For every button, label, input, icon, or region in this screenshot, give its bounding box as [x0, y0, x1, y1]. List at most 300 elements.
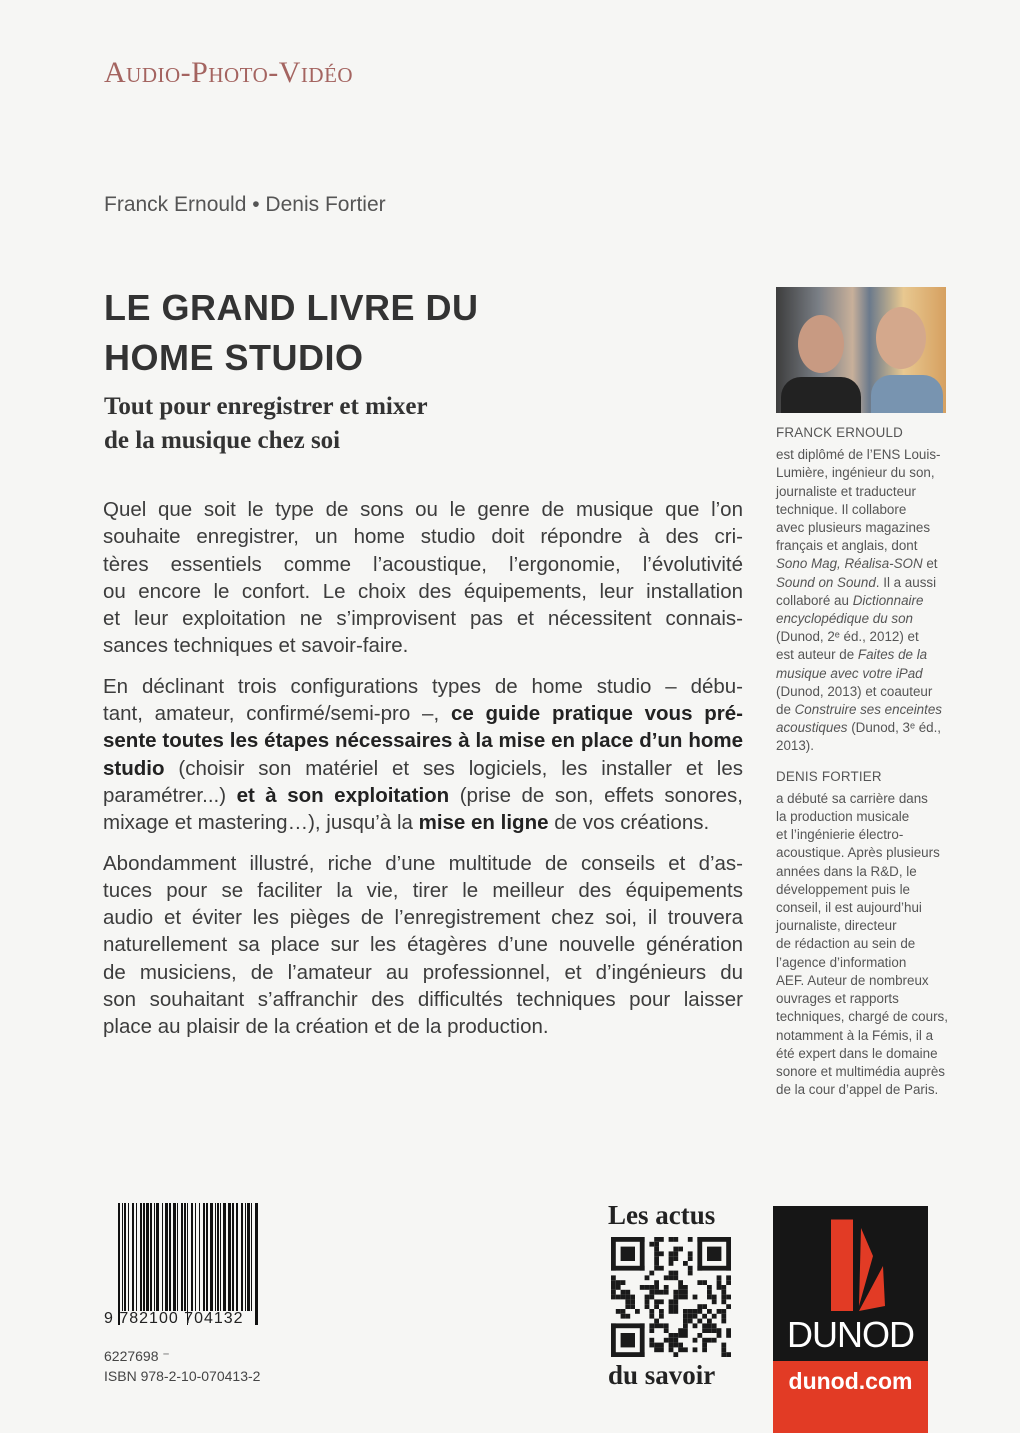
barcode-bar: [165, 1203, 168, 1311]
qr-module: [616, 1295, 621, 1300]
qr-module: [726, 1295, 731, 1300]
qr-module: [702, 1347, 707, 1352]
qr-module: [621, 1333, 635, 1347]
qr-module: [673, 1352, 678, 1357]
qr-module: [669, 1237, 674, 1242]
authors-photo: [776, 287, 946, 413]
qr-module: [721, 1290, 726, 1295]
qr-module: [625, 1295, 630, 1300]
qr-module: [621, 1314, 626, 1319]
qr-module: [616, 1285, 621, 1290]
barcode-bar: [236, 1203, 238, 1311]
qr-module: [707, 1328, 712, 1333]
text-line: [776, 899, 966, 917]
barcode-bar: [162, 1203, 163, 1311]
text: ou encore le confort. Le choix des équipements, leur installation: [103, 579, 743, 603]
author-name: FRANCK ERNOULD: [776, 425, 904, 440]
qr-module: [683, 1323, 688, 1328]
barcode-bar: [140, 1203, 142, 1311]
qr-module: [654, 1290, 659, 1295]
text-line: [776, 1045, 966, 1063]
barcode-bar: [124, 1203, 126, 1311]
qr-module: [707, 1323, 712, 1328]
qr-module: [659, 1347, 664, 1352]
qr-module: [659, 1266, 664, 1271]
barcode-bar: [181, 1203, 183, 1311]
qr-module: [649, 1343, 654, 1348]
text-line: [776, 1081, 966, 1099]
barcode-bar: [150, 1203, 152, 1311]
qr-module: [669, 1261, 674, 1266]
text: et l’ingénierie électro-: [776, 827, 904, 843]
qr-module: [645, 1304, 650, 1309]
text: ouvrages et rapports: [776, 991, 899, 1007]
barcode-bar: [143, 1203, 145, 1311]
barcode-bar: [241, 1203, 243, 1311]
qr-module: [678, 1333, 683, 1338]
qr-module: [726, 1280, 731, 1285]
series-name: Audio-Photo-Vidéo: [104, 56, 354, 89]
qr-module: [693, 1295, 698, 1300]
barcode-bar: [132, 1203, 134, 1311]
qr-module: [659, 1290, 664, 1295]
barcode-bar: [146, 1203, 149, 1311]
barcode-bar: [210, 1203, 213, 1311]
text-line: [776, 1027, 966, 1045]
qr-module: [707, 1285, 712, 1290]
text: journaliste, directeur: [776, 918, 897, 934]
text: Quel que soit le type de sons ou le genre de musique que l’on: [103, 498, 743, 521]
text: la production musicale: [776, 809, 910, 825]
qr-module: [664, 1275, 669, 1280]
text: place au plaisir de la création et de la production.: [103, 1015, 549, 1039]
qr-module: [611, 1237, 616, 1271]
text: est diplômé de l’ENS Louis-: [776, 447, 941, 463]
text: naturellement sa place sur les étagères d’une nouvelle génération: [103, 933, 743, 957]
barcode-bar: [223, 1203, 226, 1311]
qr-module: [654, 1266, 659, 1271]
text: conseil, il est aujourd’hui: [776, 900, 922, 916]
qr-module: [669, 1275, 674, 1280]
qr-module: [673, 1343, 678, 1348]
text: tant, amateur, confirmé/semi-pro –,: [103, 702, 451, 726]
text-line: [776, 737, 966, 755]
qr-module: [678, 1247, 683, 1252]
qr-module: [683, 1295, 688, 1300]
qr-module: [625, 1290, 630, 1295]
italic-text: Sono Mag, Réalisa-SON: [776, 556, 923, 572]
text-line: [776, 881, 966, 899]
qr-module: [669, 1271, 674, 1276]
barcode-bar: [118, 1203, 120, 1325]
text-line: [776, 646, 966, 664]
italic-text: musique avec votre iPad: [776, 665, 923, 681]
qr-module: [640, 1237, 645, 1271]
text: mixage et mastering…), jusqu’à la: [103, 811, 419, 835]
qr-module: [688, 1309, 693, 1314]
barcode-bar: [255, 1203, 258, 1325]
text-line: [103, 551, 743, 578]
text-line: [103, 755, 743, 782]
barcode-bar: [177, 1203, 178, 1311]
qr-module: [683, 1333, 688, 1338]
qr-module: [683, 1261, 688, 1266]
qr-module: [683, 1347, 688, 1352]
qr-module: [712, 1323, 717, 1328]
qr-module: [625, 1304, 630, 1309]
text-line: [776, 464, 966, 482]
paragraph: [103, 496, 743, 660]
bold-text: studio: [103, 756, 165, 780]
italic-text: Faites de la: [857, 647, 928, 663]
qr-module: [707, 1247, 721, 1261]
qr-module: [721, 1343, 726, 1348]
text: journaliste et traducteur: [776, 483, 916, 499]
qr-module: [621, 1295, 626, 1300]
qr-module: [611, 1285, 616, 1290]
qr-module: [707, 1309, 712, 1314]
qr-module: [702, 1338, 707, 1343]
barcode-bar: [203, 1203, 205, 1311]
qr-module: [688, 1319, 693, 1324]
qr-module: [664, 1290, 669, 1295]
qr-module: [683, 1314, 688, 1319]
qr-module: [712, 1314, 717, 1319]
text-line: [776, 1008, 966, 1026]
qr-module: [678, 1280, 683, 1285]
qr-module: [654, 1323, 659, 1328]
qr-module: [697, 1237, 731, 1242]
publisher-url: dunod.com: [788, 1368, 913, 1394]
qr-module: [683, 1328, 688, 1333]
qr-module: [678, 1328, 683, 1333]
qr-module: [669, 1343, 674, 1348]
authors: Franck Ernould • Denis Fortier: [104, 193, 386, 216]
qr-module: [721, 1347, 726, 1352]
text: a débuté sa carrière dans: [776, 790, 928, 806]
qr-module: [702, 1314, 707, 1319]
qr-module: [707, 1338, 712, 1343]
qr-module: [630, 1304, 635, 1309]
qr-module: [683, 1285, 688, 1290]
text-line: [776, 972, 966, 990]
text-line: [103, 496, 743, 523]
qr-module: [654, 1261, 659, 1266]
text-line: [776, 665, 966, 683]
subtitle-line: Tout pour enregistrer et mixer: [104, 393, 428, 420]
text-line: [103, 877, 743, 904]
qr-module: [645, 1275, 650, 1280]
qr-module: [721, 1319, 726, 1324]
qr-module: [659, 1251, 664, 1256]
qr-module: [659, 1323, 664, 1328]
qr-module: [726, 1237, 731, 1271]
text: de: [776, 702, 795, 718]
qr-module: [659, 1309, 664, 1314]
qr-module: [702, 1304, 707, 1309]
book-subtitle: [104, 390, 428, 458]
text: et: [922, 556, 938, 572]
barcode-bar: [245, 1203, 246, 1311]
qr-module: [721, 1352, 726, 1357]
qr-module: [683, 1309, 688, 1314]
text-line: [103, 605, 743, 632]
text: En déclinant trois configurations types de home studio – débu-: [103, 674, 743, 698]
qr-module: [611, 1295, 616, 1300]
qr-module: [673, 1299, 678, 1304]
qr-module: [611, 1290, 616, 1295]
qr-module: [654, 1299, 659, 1304]
text: de rédaction au sein de: [776, 936, 916, 952]
qr-module: [659, 1314, 664, 1319]
text-line: [776, 683, 966, 701]
qr-module: [697, 1304, 702, 1309]
qr-module: [712, 1338, 717, 1343]
text-line: [103, 673, 743, 700]
text: Lumière, ingénieur du son,: [776, 465, 935, 481]
text: techniques, chargé de cours,: [776, 1009, 948, 1025]
barcode-bar: [136, 1203, 137, 1311]
qr-module: [673, 1275, 678, 1280]
qr-module: [673, 1247, 678, 1252]
text-line: [103, 782, 743, 809]
text-line: [776, 555, 966, 573]
qr-module: [654, 1343, 659, 1348]
text: notamment à la Fémis, il a: [776, 1027, 934, 1043]
text: de musiciens, de l’amateur au professionnel, et d’ingénieurs du: [103, 960, 743, 984]
barcode-bar: [199, 1203, 200, 1311]
qr-module: [717, 1285, 722, 1290]
text: sances techniques et savoir-faire.: [103, 634, 409, 658]
qr-module: [673, 1309, 678, 1314]
text-line: [103, 578, 743, 605]
qr-module: [654, 1247, 659, 1252]
qr-module: [726, 1328, 731, 1333]
qr-module: [664, 1328, 669, 1333]
qr-module: [625, 1314, 630, 1319]
qr-module: [669, 1299, 674, 1304]
qr-module: [707, 1319, 712, 1324]
qr-module: [621, 1309, 626, 1314]
qr-module: [688, 1266, 693, 1271]
qr-module: [625, 1299, 630, 1304]
qr-module: [654, 1237, 659, 1242]
qr-module: [635, 1309, 640, 1314]
ean-number: 9 782100 704132: [104, 1310, 244, 1327]
text: développement puis le: [776, 881, 910, 897]
qr-top-label: Les actus: [608, 1200, 716, 1230]
barcode: [118, 1203, 260, 1327]
qr-module: [630, 1299, 635, 1304]
text-line: [103, 1013, 743, 1040]
author-bio: [776, 424, 966, 756]
qr-module: [717, 1280, 722, 1285]
qr-module: [649, 1323, 654, 1328]
qr-module: [726, 1304, 731, 1309]
qr-module: [664, 1323, 669, 1328]
qr-module: [669, 1333, 674, 1338]
barcode-bar: [173, 1203, 176, 1311]
qr-module: [645, 1285, 650, 1290]
text-line: [103, 986, 743, 1013]
text-line: [776, 917, 966, 935]
qr-module: [721, 1285, 726, 1290]
qr-module: [664, 1285, 669, 1290]
qr-module: [659, 1299, 664, 1304]
qr-module: [673, 1290, 678, 1295]
dunod-book-icon: [773, 1206, 928, 1316]
text: de la cour d’appel de Paris.: [776, 1082, 939, 1098]
qr-module: [669, 1309, 674, 1314]
text: est auteur de: [776, 647, 858, 663]
title-line: HOME STUDIO: [104, 337, 364, 378]
text-line: [776, 990, 966, 1008]
text: français et anglais, dont: [776, 538, 918, 554]
qr-module: [697, 1333, 702, 1338]
bold-text: ce guide pratique vous pré-: [450, 702, 743, 726]
qr-module: [693, 1347, 698, 1352]
qr-module: [649, 1285, 654, 1290]
publisher-logo: [773, 1206, 928, 1433]
product-code: 6227698 ⁻: [104, 1348, 170, 1364]
text: été expert dans le domaine: [776, 1045, 938, 1061]
bold-text: mise en ligne: [418, 811, 549, 835]
text-line: [776, 719, 966, 737]
qr-module: [654, 1251, 659, 1256]
text: collaboré au: [776, 592, 853, 608]
qr-module: [693, 1309, 698, 1314]
text: AEF. Auteur de nombreux: [776, 972, 929, 988]
qr-module: [693, 1323, 698, 1328]
qr-module: [649, 1295, 654, 1300]
barcode-bar: [187, 1203, 188, 1325]
qr-module: [678, 1285, 683, 1290]
author-bio: [776, 768, 966, 1100]
qr-module: [630, 1295, 635, 1300]
text: audio et éviter les pièges de l’enregistrement chez soi, il trouvera: [103, 906, 743, 930]
qr-module: [664, 1338, 669, 1343]
text: sonore et multimédia auprès: [776, 1063, 945, 1079]
qr-module: [712, 1328, 717, 1333]
qr-bottom-label: du savoir: [608, 1360, 716, 1390]
text-line: [776, 592, 966, 610]
text: technique. Il collabore: [776, 501, 907, 517]
text-line: [776, 826, 966, 844]
text: années dans la R&D, le: [776, 863, 917, 879]
qr-module: [702, 1343, 707, 1348]
qr-module: [659, 1343, 664, 1348]
qr-module: [697, 1266, 731, 1271]
text-line: [776, 701, 966, 719]
barcode-bar: [169, 1203, 171, 1311]
text: tères essentiels comme l’acoustique, l’ergonomie, l’évolutivité: [103, 552, 743, 576]
text: . Il a aussi: [875, 574, 937, 590]
text-line: [103, 904, 743, 931]
qr-module: [649, 1338, 654, 1343]
qr-module: [621, 1280, 626, 1285]
text: (Dunod, 2ᵉ éd., 2012) et: [776, 629, 919, 645]
qr-module: [697, 1237, 702, 1271]
text: (Dunod, 3ᵉ éd.,: [847, 720, 942, 736]
qr-module: [654, 1242, 659, 1247]
qr-module: [678, 1343, 683, 1348]
qr-module: [717, 1328, 722, 1333]
text: tuces pour se faciliter la vie, tirer le meilleur des équipements: [103, 878, 743, 902]
qr-module: [654, 1319, 659, 1324]
qr-module: [611, 1280, 616, 1285]
qr-module: [683, 1290, 688, 1295]
qr-module: [673, 1338, 678, 1343]
text-line: [103, 850, 743, 877]
bold-text: sente toutes les étapes nécessaires à la mise en place d’un home: [103, 729, 743, 753]
barcode-bar: [195, 1203, 196, 1311]
barcode-bar: [220, 1203, 221, 1311]
text-line: [776, 1063, 966, 1081]
qr-module: [721, 1299, 726, 1304]
barcode-bar: [191, 1203, 193, 1311]
qr-module: [673, 1304, 678, 1309]
qr-module: [678, 1347, 683, 1352]
isbn: ISBN 978-2-10-070413-2: [104, 1368, 261, 1384]
qr-module: [688, 1256, 693, 1261]
text-line: [103, 809, 743, 836]
qr-module: [697, 1309, 702, 1314]
qr-module: [611, 1237, 645, 1242]
text: et leur exploitation ne s’improvisent pas et nécessitent connais-: [103, 607, 743, 631]
qr-code[interactable]: [611, 1237, 731, 1357]
paragraph: [103, 850, 743, 1041]
author-name: DENIS FORTIER: [776, 768, 882, 784]
blurb: [103, 496, 743, 1054]
text: avec plusieurs magazines: [776, 520, 931, 536]
qr-module: [654, 1304, 659, 1309]
text-line: [776, 863, 966, 881]
author-bios: [776, 424, 966, 1111]
qr-module: [611, 1323, 616, 1357]
qr-module: [702, 1280, 707, 1285]
paragraph: [103, 673, 743, 837]
qr-module: [611, 1323, 645, 1328]
qr-module: [673, 1295, 678, 1300]
qr-module: [673, 1251, 678, 1256]
qr-module: [707, 1295, 712, 1300]
qr-module: [654, 1347, 659, 1352]
text-line: [776, 954, 966, 972]
text: souhaite enregistrer, un home studio doit répondre à des cri-: [103, 525, 743, 549]
italic-text: encyclopédique du son: [776, 611, 913, 627]
qr-module: [683, 1319, 688, 1324]
text-line: [776, 808, 966, 826]
qr-module: [649, 1290, 654, 1295]
qr-module: [707, 1290, 712, 1295]
qr-module: [611, 1266, 645, 1271]
text-line: [103, 727, 743, 754]
barcode-bar: [251, 1203, 252, 1311]
barcode-bar: [247, 1203, 250, 1311]
text: paramétrer...): [103, 783, 237, 807]
barcode-bar: [215, 1203, 216, 1311]
book-title: [104, 283, 479, 383]
qr-module: [621, 1290, 626, 1295]
barcode-bar: [217, 1203, 219, 1311]
text-line: [776, 501, 966, 519]
qr-module: [649, 1328, 654, 1333]
qr-module: [721, 1314, 726, 1319]
text-line: [103, 700, 743, 727]
qr-module: [688, 1237, 693, 1242]
qr-module: [726, 1275, 731, 1280]
qr-module: [649, 1314, 654, 1319]
